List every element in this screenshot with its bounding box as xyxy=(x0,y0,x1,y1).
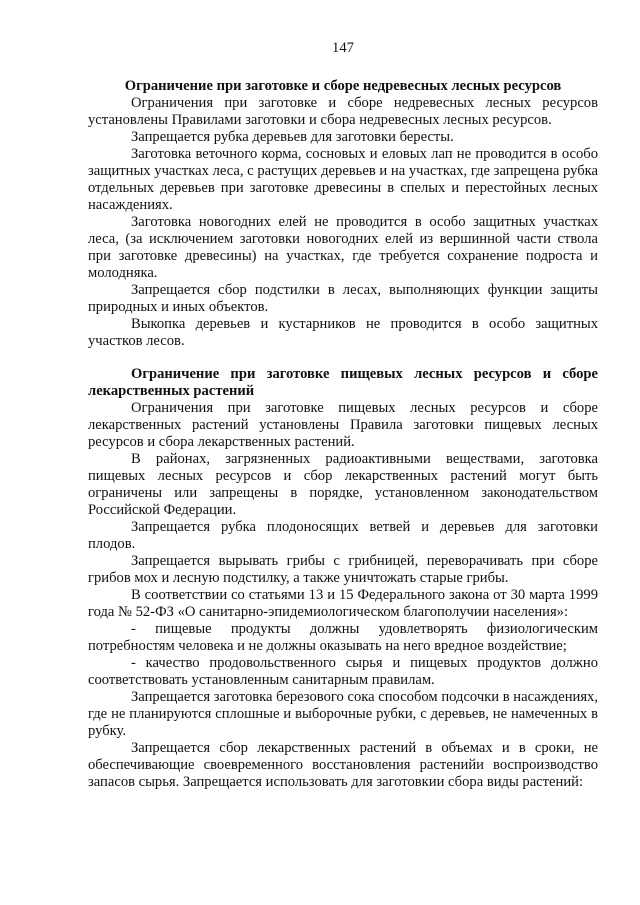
paragraph: Заготовка новогодних елей не проводится в особо защитных участках леса, (за исключением заготовки новогодних елей из вершинной части ствола при заготовке древесины) на участках, где требуется сохранение подроста и молодняка. xyxy=(88,214,598,281)
paragraph: Заготовка веточного корма, сосновых и еловых лап не проводится в особо защитных участках леса, с растущих деревьев и на участках, где запрещена рубка отдельных деревьев при заготовке древесины в спелых и перестойных лесных насаждениях. xyxy=(88,146,598,213)
paragraph: Запрещается вырывать грибы с грибницей, переворачивать при сборе грибов мох и лесную подстилку, а также уничтожать старые грибы. xyxy=(88,553,598,586)
paragraph: Запрещается рубка плодоносящих ветвей и деревьев для заготовки плодов. xyxy=(88,519,598,552)
paragraph: Ограничения при заготовке и сборе недревесных лесных ресурсов установлены Правилами заготовки и сбора недревесных лесных ресурсов. xyxy=(88,95,598,128)
page-number: 147 xyxy=(332,40,354,56)
paragraph: Запрещается заготовка березового сока способом подсочки в насаждениях, где не планируются сплошные и выборочные рубки, с деревьев, не намеченных в рубку. xyxy=(88,689,598,739)
list-item: - качество продовольственного сырья и пищевых продуктов должно соответствовать установленным санитарным правилам. xyxy=(88,655,598,688)
paragraph: Запрещается рубка деревьев для заготовки бересты. xyxy=(131,129,454,145)
paragraph: В соответствии со статьями 13 и 15 Федерального закона от 30 марта 1999 года № 52-ФЗ «О санитарно-эпидемиологическом благополучии населения»: xyxy=(88,587,598,620)
paragraph: Запрещается сбор подстилки в лесах, выполняющих функции защиты природных и иных объектов. xyxy=(88,282,598,315)
list-item: - пищевые продукты должны удовлетворять физиологическим потребностям человека и не должны оказывать на него вредное воздействие; xyxy=(88,621,598,654)
paragraph: Выкопка деревьев и кустарников не проводится в особо защитных участков лесов. xyxy=(88,316,598,349)
paragraph: В районах, загрязненных радиоактивными веществами, заготовка пищевых лесных ресурсов и сбор лекарственных растений могут быть ограничены или запрещены в порядке, установленном законодательством Российской Федерации. xyxy=(88,451,598,518)
section-heading-food-resources: Ограничение при заготовке пищевых лесных ресурсов и сборе лекарственных растений xyxy=(88,366,598,399)
paragraph: Запрещается сбор лекарственных растений в объемах и в сроки, не обеспечивающие своевременного восстановления растенийи воспроизводство запасов сырья. Запрещается использовать для заготовкии сбора виды растений: xyxy=(88,740,598,790)
paragraph: Ограничения при заготовке пищевых лесных ресурсов и сборе лекарственных растений установлены Правила заготовки пищевых лесных ресурсов и сбора лекарственных растений. xyxy=(88,400,598,450)
section-heading-non-timber: Ограничение при заготовке и сборе недревесных лесных ресурсов xyxy=(124,78,562,94)
